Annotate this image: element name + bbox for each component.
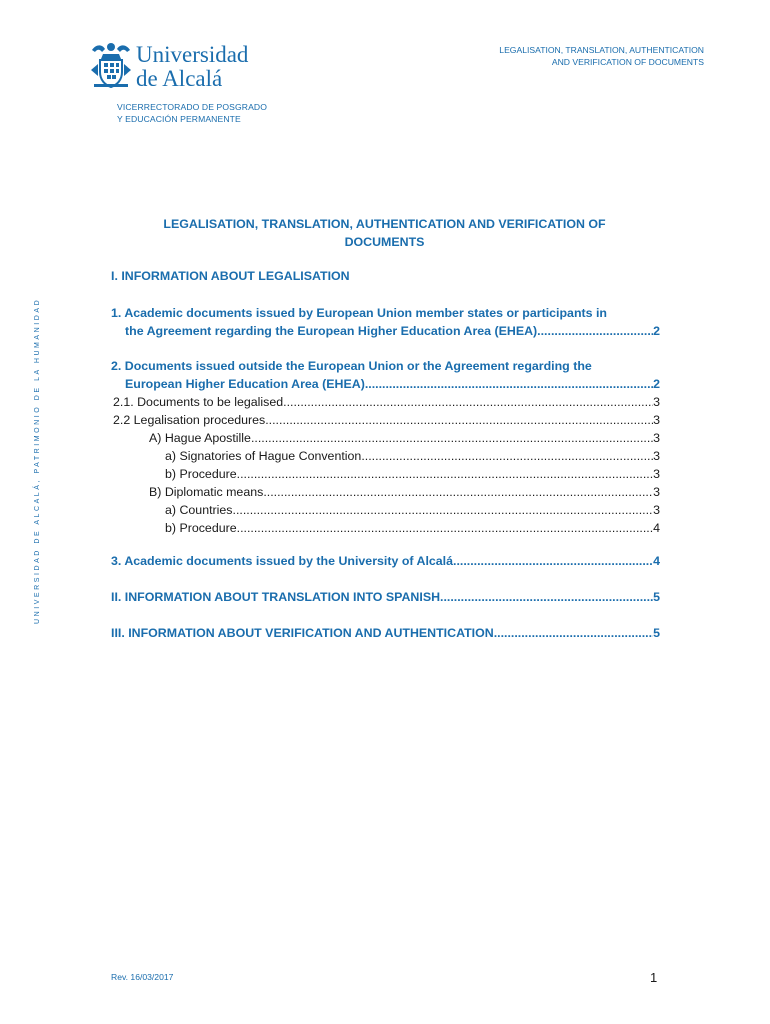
toc-subitem[interactable]	[111, 465, 660, 483]
toc-subitem-page: 3	[653, 449, 660, 463]
toc-subitem[interactable]	[111, 393, 660, 411]
toc-section2-row	[111, 588, 660, 606]
toc-subitem-page: 4	[653, 521, 660, 535]
toc-section3-page: 5	[653, 626, 660, 640]
toc-item-1-line1: 1. Academic documents issued by European Union member states or participants in	[111, 306, 607, 320]
header-line2: AND VERIFICATION OF DOCUMENTS	[551, 57, 704, 67]
toc-leader-dots	[251, 429, 653, 447]
document-title-line2: DOCUMENTS	[344, 235, 425, 249]
toc-section3-row	[111, 624, 660, 642]
toc-item-1-page: 2	[653, 324, 660, 338]
vicerrectorado-line1: VICERRECTORADO DE POSGRADO	[117, 102, 267, 112]
university-name-line1: Universidad	[136, 42, 249, 67]
toc-section2[interactable]	[111, 588, 660, 606]
revision-date: Rev. 16/03/2017	[111, 972, 174, 982]
toc-subitem-label: b) Procedure	[165, 521, 237, 535]
vicerrectorado-line2: Y EDUCACIÓN PERMANENTE	[117, 114, 241, 124]
toc-leader-dots	[453, 552, 653, 570]
toc-subitem-page: 3	[653, 395, 660, 409]
toc-item-2-page: 2	[653, 377, 660, 391]
toc-item-3[interactable]	[111, 552, 660, 570]
toc-leader-dots	[361, 447, 653, 465]
toc-subitems	[111, 393, 660, 537]
toc-item-1-row	[111, 322, 660, 340]
toc-item-2-line1: 2. Documents issued outside the European Union or the Agreement regarding the	[111, 359, 592, 373]
toc-subitem-label: 2.1. Documents to be legalised	[113, 395, 284, 409]
toc-item-2-row	[111, 375, 660, 393]
toc-leader-dots	[233, 501, 654, 519]
toc-subitem[interactable]	[111, 429, 660, 447]
toc-item-1-line2: the Agreement regarding the European Higher Education Area (EHEA)	[125, 324, 538, 338]
toc-item-2-line2: European Higher Education Area (EHEA)	[125, 377, 365, 391]
toc-subitem-page: 3	[653, 431, 660, 445]
toc-subitem-label: b) Procedure	[165, 467, 237, 481]
toc-section3-label: III. INFORMATION ABOUT VERIFICATION AND AUTHENTICATION	[111, 626, 494, 640]
toc-item-1[interactable]	[111, 304, 660, 340]
header-line1: LEGALISATION, TRANSLATION, AUTHENTICATION	[499, 45, 704, 55]
toc-leader-dots	[263, 483, 653, 501]
toc-section2-page: 5	[653, 590, 660, 604]
toc-subitem[interactable]	[111, 519, 660, 537]
university-logo	[88, 40, 278, 90]
toc-subitem-label: A) Hague Apostille	[149, 431, 251, 445]
university-name-line2: de Alcalá	[136, 66, 223, 91]
toc-leader-dots	[283, 393, 653, 411]
toc-subitem-page: 3	[653, 413, 660, 427]
toc-subitem[interactable]	[111, 411, 660, 429]
toc-leader-dots	[237, 519, 653, 537]
toc-item-3-label: 3. Academic documents issued by the University of Alcalá	[111, 554, 454, 568]
toc-leader-dots	[440, 588, 653, 606]
document-title-line1: LEGALISATION, TRANSLATION, AUTHENTICATION AND VERIFICATION OF	[163, 217, 606, 231]
page-number: 1	[650, 970, 658, 985]
toc-leader-dots	[237, 465, 653, 483]
toc-leader-dots	[494, 624, 653, 642]
toc-subitem-page: 3	[653, 467, 660, 481]
document-title	[110, 215, 659, 251]
toc-subitem-label: 2.2 Legalisation procedures	[113, 413, 266, 427]
toc-subitem[interactable]	[111, 447, 660, 465]
toc-subitem[interactable]	[111, 483, 660, 501]
header-document-title	[499, 44, 704, 68]
toc-subitem-page: 3	[653, 503, 660, 517]
toc-subitem-label: B) Diplomatic means	[149, 485, 264, 499]
toc-subitem-page: 3	[653, 485, 660, 499]
side-vertical-text: UNIVERSIDAD DE ALCALÁ, PATRIMONIO DE LA HUMANIDAD	[34, 297, 41, 624]
toc-leader-dots	[265, 411, 653, 429]
toc-leader-dots	[537, 322, 653, 340]
toc-subitem[interactable]	[111, 501, 660, 519]
toc-subitem-label: a) Signatories of Hague Convention	[165, 449, 362, 463]
toc-section1-heading: I. INFORMATION ABOUT LEGALISATION	[111, 269, 350, 283]
university-crest-icon	[88, 40, 134, 92]
toc-subitem-label: a) Countries	[165, 503, 233, 517]
toc-section3[interactable]	[111, 624, 660, 642]
toc-item-3-page: 4	[653, 554, 660, 568]
toc-leader-dots	[365, 375, 653, 393]
toc-item-3-row	[111, 552, 660, 570]
toc-section2-label: II. INFORMATION ABOUT TRANSLATION INTO SPANISH	[111, 590, 441, 604]
vicerrectorado-label	[117, 101, 267, 125]
toc-item-2[interactable]	[111, 357, 660, 393]
